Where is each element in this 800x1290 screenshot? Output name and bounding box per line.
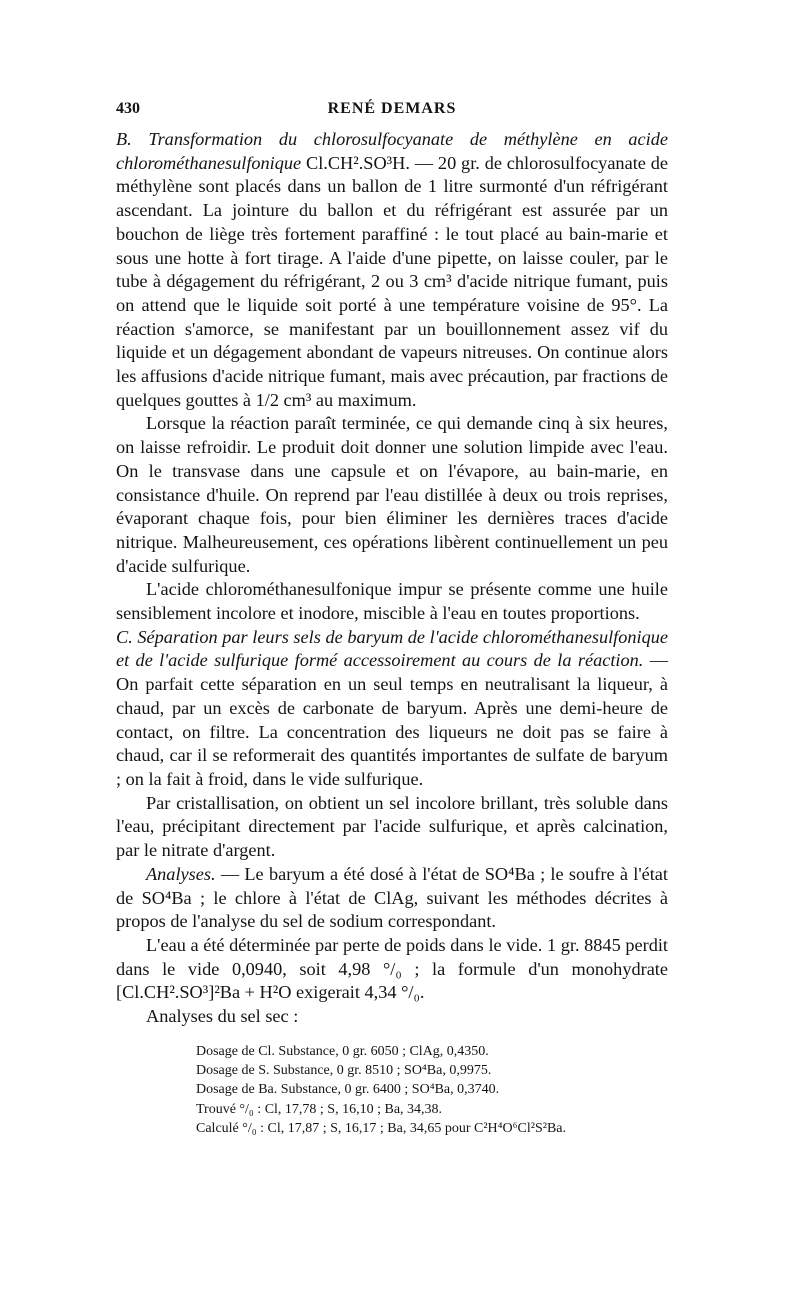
analyses-text: — Le baryum a été dosé à l'état de SO⁴Ba ; le soufre à l'état de SO⁴Ba ; le chlore à l'état de ClAg, suivant les méthodes décrites à propos de l'analyse du sel de sodium correspondant. bbox=[116, 863, 668, 932]
section-c-text: — On parfait cette séparation en un seul temps en neutralisant la liqueur, à chaud, par un excès de carbonate de baryum. Après une demi-heure de contact, on filtre. La concentration des liqueurs ne doit pas se faire à chaud, car il se reformerait des quantités importantes de sulfate de baryum ; on la fait à froid, dans le vide sulfurique. bbox=[116, 650, 668, 789]
data-line-baryum: Dosage de Ba. Substance, 0 gr. 6400 ; SO⁴Ba, 0,3740. bbox=[196, 1082, 500, 1098]
data-line-soufre: Dosage de S. Substance, 0 gr. 8510 ; SO⁴Ba, 0,9975. bbox=[196, 1063, 492, 1079]
paragraph-reaction: Lorsque la réaction paraît terminée, ce qui demande cinq à six heures, on laisse refroidir. Le produit doit donner une solution limpide avec l'eau. On le transvase dans une capsule et on l'évapore, au bain-marie, en consistance d'huile. On reprend par l'eau distillée à deux ou trois reprises, évaporant chaque fois, pour bien éliminer les dernières traces d'acide nitrique. Malheureusement, ces opérations libèrent continuellement un peu d'acide sulfurique. bbox=[116, 413, 668, 576]
section-b-text: — 20 gr. de chlorosulfocyanate de méthylène sont placés dans un ballon de 1 litre surmonté d'un réfrigérant ascendant. La jointure du ballon et du réfrigérant est assurée par un bouchon de liège très fortement paraffiné : le tout placé au bain-marie et sous une hotte à fort tirage. A l'aide d'une pipette, on laisse couler, par le tube à dégagement du réfrigérant, 2 ou 3 cm³ d'acide nitrique fumant, puis on attend que le liquide soit porté à une température voisine de 95°. La réaction s'amorce, se manifestant par un bouillonnement assez vif du liquide et un dégagement abondant de vapeurs nitreuses. On continue alors les affusions d'acide nitrique fumant, mais avec précaution, par fractions de quelques gouttes à 1/2 cm³ au maximum. bbox=[116, 152, 668, 410]
page-header bbox=[116, 100, 668, 120]
running-title: RENÉ DEMARS bbox=[327, 100, 457, 117]
paragraph-analyses bbox=[116, 863, 668, 934]
section-b-title: Transformation du chlorosulfocyanate de méthylène en acide chlorométhanesulfonique bbox=[116, 129, 668, 173]
page-number: 430 bbox=[116, 100, 140, 117]
data-line-chlore: Dosage de Cl. Substance, 0 gr. 6050 ; ClAg, 0,4350. bbox=[196, 1044, 489, 1059]
section-b-label: B. bbox=[116, 129, 132, 149]
section-c-title: Séparation par leurs sels de baryum de l'acide chlorométhanesulfonique et de l'acide sulfurique formé accessoirement au cours de la réaction. bbox=[116, 626, 669, 671]
paragraph-section-b bbox=[116, 128, 668, 412]
body-text bbox=[116, 128, 668, 1029]
data-line-trouve: Trouvé °/₀ : Cl, 17,78 ; S, 16,10 ; Ba, 34,38. bbox=[196, 1101, 443, 1117]
section-c-label: C. bbox=[116, 626, 133, 647]
paragraph-acide-impur: L'acide chlorométhanesulfonique impur se présente comme une huile sensiblement incolore et inodore, miscible à l'eau en toutes proportions. bbox=[116, 579, 668, 624]
paragraph-eau: L'eau a été déterminée par perte de poids dans le vide. 1 gr. 8845 perdit dans le vide 0,0940, soit 4,98 °/₀ ; la formule d'un monohydrate [Cl.CH².SO³]²Ba + H²O exigerait 4,34 °/₀. bbox=[116, 934, 668, 1003]
paragraph-sel-sec: Analyses du sel sec : bbox=[146, 1006, 299, 1027]
section-b-formula: Cl.CH².SO³H. bbox=[306, 152, 410, 173]
data-line-calcule: Calculé °/₀ : Cl, 17,87 ; S, 16,17 ; Ba, 34,65 pour C²H⁴O⁶Cl²S²Ba. bbox=[196, 1120, 567, 1136]
analyses-label: Analyses. bbox=[146, 863, 216, 884]
analysis-results bbox=[196, 1042, 666, 1138]
paragraph-section-c bbox=[116, 626, 668, 792]
paragraph-cristallisation: Par cristallisation, on obtient un sel incolore brillant, très soluble dans l'eau, précipitant directement par l'acide sulfurique, et après calcination, par le nitrate d'argent. bbox=[116, 792, 668, 861]
